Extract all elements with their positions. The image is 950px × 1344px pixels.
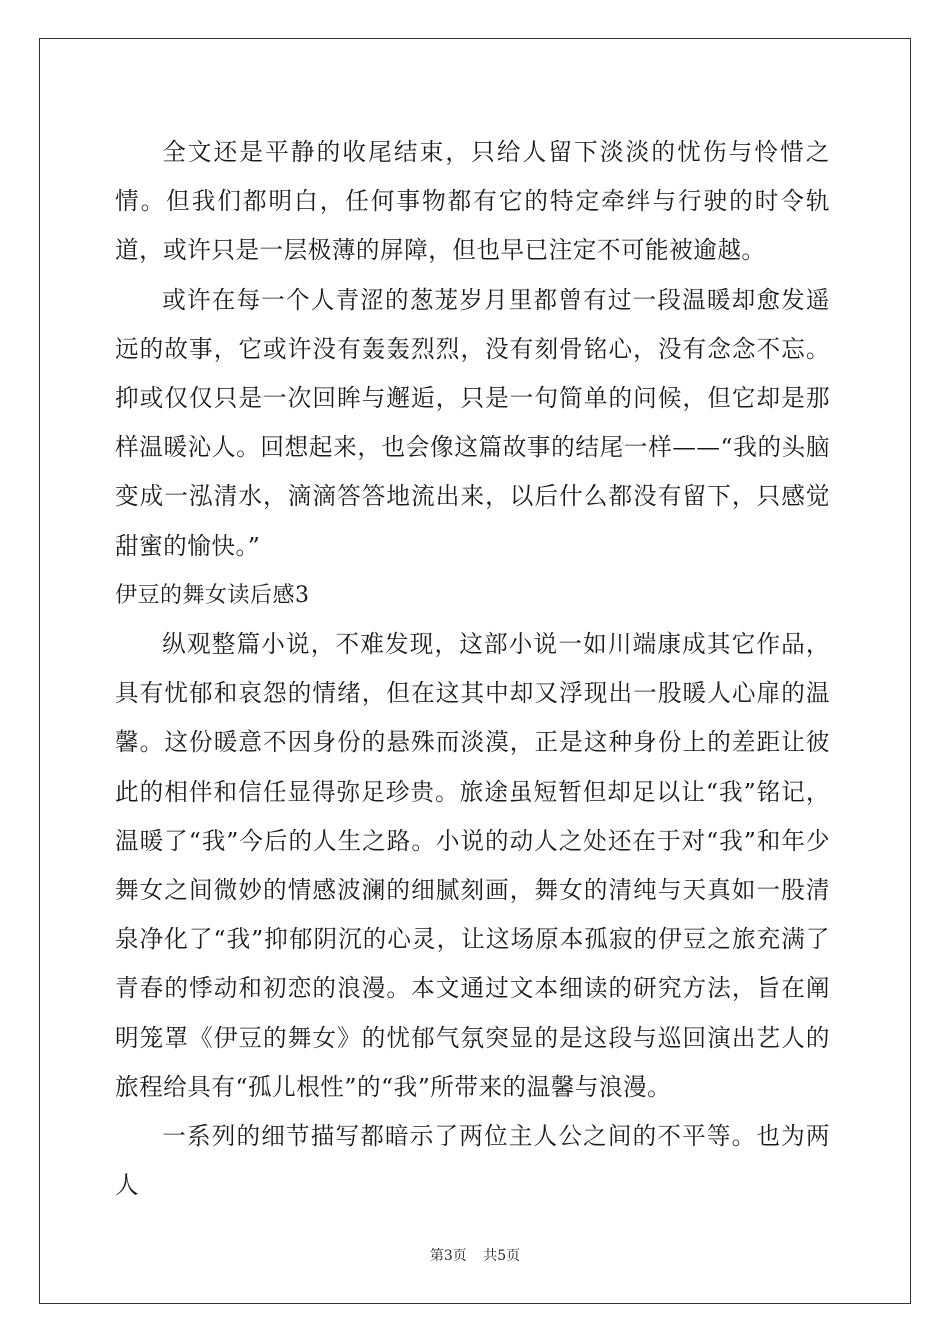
document-body bbox=[115, 128, 830, 1210]
page-footer bbox=[0, 1246, 950, 1266]
total-pages: 共5页 bbox=[483, 1248, 521, 1264]
paragraph: 一系列的细节描写都暗示了两位主人公之间的不平等。也为两人 bbox=[115, 1122, 830, 1200]
paragraph: 全文还是平静的收尾结束，只给人留下淡淡的忧伤与怜惜之情。但我们都明白，任何事物都有它的特定牵绊与行驶的时令轨道，或许只是一层极薄的屏障，但也早已注定不可能被逾越。 bbox=[115, 138, 830, 265]
section-heading: 伊豆的舞女读后感3 bbox=[115, 582, 310, 608]
paragraph: 或许在每一个人青涩的葱茏岁月里都曾有过一段温暖却愈发遥远的故事，它或许没有轰轰烈烈，没有刻骨铭心，没有念念不忘。抑或仅仅只是一次回眸与邂逅，只是一句简单的问候，但它却是那样温暖沁人。回想起来，也会像这篇故事的结尾一样——“我的头脑变成一泓清水，滴滴答答地流出来，以后什么都没有留下，只感觉甜蜜的愉快。” bbox=[115, 285, 830, 560]
page-number: 第3页 bbox=[429, 1248, 467, 1264]
paragraph: 纵观整篇小说，不难发现，这部小说一如川端康成其它作品，具有忧郁和哀怨的情绪，但在这其中却又浮现出一股暖人心扉的温馨。这份暖意不因身份的悬殊而淡漠，正是这种身份上的差距让彼此的相伴和信任显得弥足珍贵。旅途虽短暂但却足以让“我”铭记，温暖了“我”今后的人生之路。小说的动人之处还在于对“我”和年少舞女之间微妙的情感波澜的细腻刻画，舞女的清纯与天真如一股清泉净化了“我”抑郁阴沉的心灵，让这场原本孤寂的伊豆之旅充满了青春的悸动和初恋的浪漫。本文通过文本细读的研究方法，旨在阐明笼罩《伊豆的舞女》的忧郁气氛突显的是这段与巡回演出艺人的旅程给具有“孤儿根性”的“我”所带来的温馨与浪漫。 bbox=[115, 630, 830, 1101]
